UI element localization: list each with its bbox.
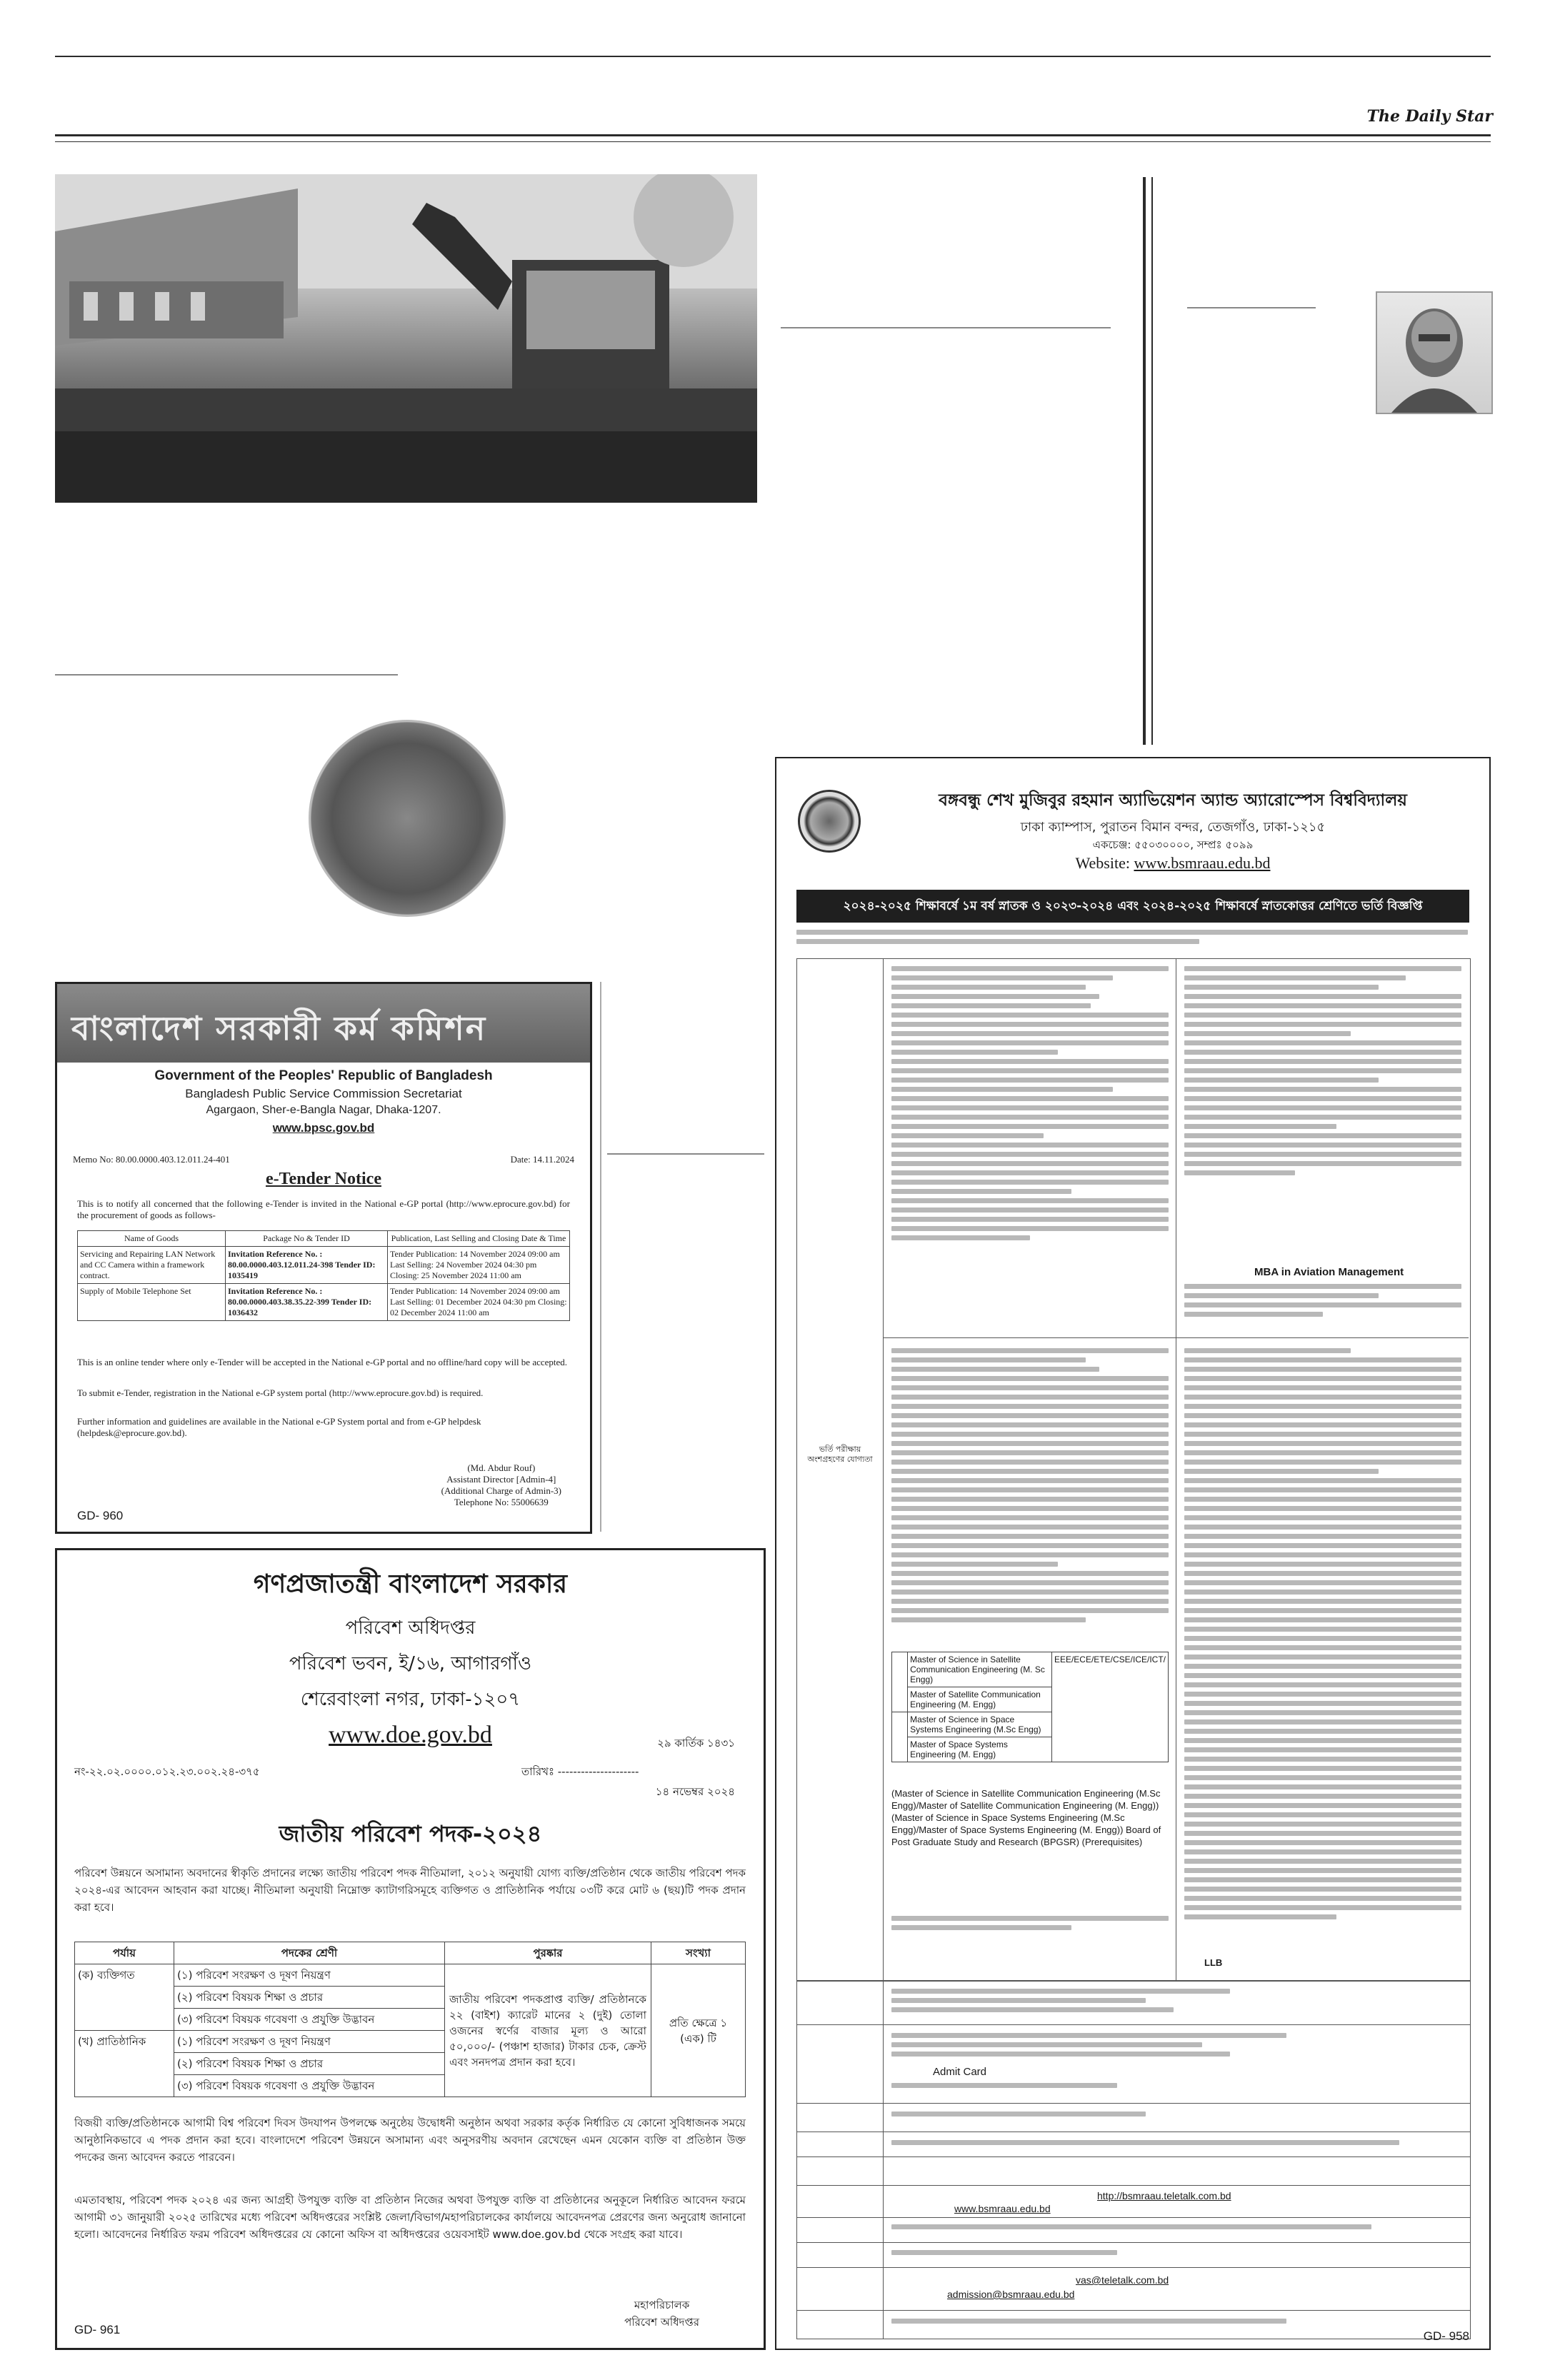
bpsc-row2-dates: Tender Publication: 14 November 2024 09:00 am Last Selling: 01 December 2024 04:30 pm Closing: 02 December 2024 11:00 am [388, 1284, 570, 1321]
doe-addr1: পরিবেশ ভবন, ই/১৬, আগারগাঁও [289, 1653, 532, 1674]
doe-col-category: পদকের শ্রেণী [174, 1942, 445, 1964]
doe-intro: পরিবেশ উন্নয়নে অসামান্য অবদানের স্বীকৃতি প্রদানের লক্ষ্যে জাতীয় পরিবেশ পদক নীতিমালা, ২০১২ অনুযায়ী যোগ্য ব্যক্তি/প্রতিষ্ঠান থেকে জাতীয় পরিবেশ পদক ২০২৪-এর আবেদন আহবান করা যাচ্ছে। নীতিমালা অনুযায়ী নিম্নোক্ত ক্যাটাগরিসমূহে ব্যক্তিগত ও প্রাতিষ্ঠানিক পর্যায়ে ০৩টি করে মোট ৬ (ছয়)টি পদক প্রদান করা হবে। [74, 1867, 746, 1914]
bpsc-row1-package: Invitation Reference No. : 80.00.0000.403.12.011.24-398 Tender ID: 1035419 [226, 1247, 388, 1284]
doe-col-count: সংখ্যা [651, 1942, 746, 1964]
top-rule [55, 56, 1491, 57]
mba-text: MBA in Aviation Management [1254, 1266, 1404, 1278]
apply-link[interactable]: http://bsmraau.teletalk.com.bd [1097, 2190, 1231, 2201]
table-row [75, 1964, 746, 1987]
admission-banner-text: ২০২৪-২০২৫ শিক্ষাবর্ষে ১ম বর্ষ স্নাতক ও ২০২৩-২০২৪ এবং ২০২৪-২০২৫ শিক্ষাবর্ষে স্নাতকোত্তর শ্রেণিতে ভর্তি বিজ্ঞপ্তি [843, 899, 1423, 913]
bpsc-banner-text: বাংলাদেশ সরকারী কর্ম কমিশন [71, 1009, 487, 1048]
masthead-rule-2 [55, 141, 1491, 142]
doe-cat-1c: (৩) পরিবেশ বিষয়ক গবেষণা ও প্রযুক্তি উদ্ভাবন [174, 2009, 445, 2031]
column-separator-1 [1143, 177, 1146, 745]
doe-heading: জাতীয় পরিবেশ পদক-২০২৪ [279, 1820, 542, 1847]
doe-sign2: পরিবেশ অধিদপ্তর [624, 2316, 699, 2329]
bpsc-note1: This is an online tender where only e-Tender will be accepted in the National e-GP portal and no offline/hard copy will be accepted. [77, 1357, 568, 1367]
info-row-lines-5 [891, 2140, 1456, 2149]
doe-addr2: শেরেবাংলা নগর, ঢাকা-১২০৭ [300, 1689, 521, 1710]
bsmraau-admission-ad [775, 757, 1491, 2350]
table-row [892, 1652, 1169, 1687]
university-website-label: Website: [1075, 854, 1134, 872]
portrait-illustration [1377, 293, 1491, 413]
university-name: বঙ্গবন্ধু শেখ মুজিবুর রহমান অ্যাভিয়েশন অ্যান্ড অ্যারোস্পেস বিশ্ববিদ্যালয় [939, 791, 1407, 810]
pg-left-lines [891, 1348, 1169, 1627]
bpsc-address: Agargaon, Sher-e-Bangla Nagar, Dhaka-1207. [206, 1104, 441, 1116]
doe-award-table [74, 1942, 746, 2097]
apply-link-2[interactable]: www.bsmraau.edu.bd [954, 2203, 1051, 2214]
info-row-lines-3 [891, 2083, 1456, 2092]
eligibility-grid [796, 958, 1471, 1981]
intro-lines [796, 930, 1468, 948]
doe-award-ad [55, 1548, 766, 2350]
doe-cat-1b: (২) পরিবেশ বিষয়ক শিক্ষা ও প্রচার [174, 1987, 445, 2009]
admission-email[interactable]: admission@bsmraau.edu.bd [947, 2289, 1075, 2300]
bpsc-tender-ad [55, 982, 592, 1534]
bpsc-intro: This is to notify all concerned that the following e-Tender is invited in the National e-GP portal (http://www.eprocure.gov.bd) for the procurement of goods as follows- [77, 1198, 570, 1220]
info-table [796, 1981, 1471, 2339]
program-msc-space: Master of Science in Space Systems Engineering (M.Sc Engg) [908, 1712, 1052, 1737]
bpsc-tender-table [77, 1230, 570, 1321]
bsmraau-gd: GD- 958 [1423, 2329, 1469, 2343]
university-campus: ঢাকা ক্যাম্পাস, পুরাতন বিমান বন্দর, তেজগাঁও, ঢাকা-১২১৫ [1020, 820, 1326, 835]
info-row-lines-6 [891, 2224, 1456, 2234]
bpsc-sign-title: Assistant Director [Admin-4] [446, 1474, 556, 1485]
info-row-lines-8 [891, 2319, 1456, 2328]
column-separator-2 [1151, 177, 1153, 745]
doe-website[interactable]: www.doe.gov.bd [329, 1722, 492, 1748]
doe-sign1: মহাপরিচালক [634, 2299, 690, 2311]
doe-cat-2b: (২) পরিবেশ বিষয়ক শিক্ষা ও প্রচার [174, 2053, 445, 2075]
story-rule-left [55, 674, 398, 676]
bpsc-secretariat: Bangladesh Public Service Commission Secretariat [185, 1087, 462, 1100]
info-row-lines-7 [891, 2250, 1456, 2259]
table-row [78, 1247, 570, 1284]
ug-right-lines-2 [1184, 1284, 1461, 1321]
excavator-photo [55, 174, 757, 503]
doe-memo: নং-২২.০২.০০০০.০১২.২৩.০০২.২৪-৩৭৫ [74, 1765, 260, 1778]
doe-para2: বিজয়ী ব্যক্তি/প্রতিষ্ঠানকে আগামী বিশ্ব পরিবেশ দিবস উদযাপন উপলক্ষে অনুষ্ঠেয় উদ্বোধনী অনুষ্ঠান অথবা সরকার কর্তৃক নির্ধারিত যে কোনো সুবিধাজনক সময়ে আনুষ্ঠানিকভাবে এ পদক প্রদান করা হবে। বাংলাদেশে পরিবেশ উন্নয়নে অসামান্য এবং অনুসরণীয় অবদান রেখেছেন এমন যেকোন ব্যক্তি বা প্রতিষ্ঠান উক্ত পদকের জন্য আবেদন করতে পারবেন। [74, 2117, 746, 2164]
program-eligible-subjects: EEE/ECE/ETE/CSE/ICE/ICT/ [1051, 1652, 1168, 1762]
doe-prize: জাতীয় পরিবেশ পদকপ্রাপ্ত ব্যক্তি/ প্রতিষ্ঠানকে ২২ (বাইশ) ক্যারেট মানের ২ (দুই) তোলা ওজনের স্বর্ণের বাজার মূল্য ও আরো ৫০,০০০/- (পঞ্চাশ হাজার) টাকার চেক, ক্রেস্ট এবং সনদপত্র প্রদান করা হবে। [445, 1964, 651, 2097]
bpsc-row1-dates: Tender Publication: 14 November 2024 09:00 am Last Selling: 24 November 2024 04:30 pm Closing: 25 November 2024 11:00 am [388, 1247, 570, 1284]
university-logo [798, 790, 861, 853]
story-rule-right [1187, 307, 1316, 308]
bpsc-date: Date: 14.11.2024 [510, 1154, 574, 1165]
bpsc-sign-charge: (Additional Charge of Admin-3) [441, 1485, 561, 1496]
bpsc-row2-package: Invitation Reference No. : 80.00.0000.403.38.35.22-399 Tender ID: 1036432 [226, 1284, 388, 1321]
masthead-rule-1 [55, 134, 1491, 136]
story-rule-bpsc-right [607, 1153, 764, 1155]
program-m-space: Master of Space Systems Engineering (M. Engg) [908, 1737, 1052, 1762]
bpsc-memo: Memo No: 80.00.0000.403.12.011.24-401 [73, 1154, 230, 1165]
bpsc-col-goods: Name of Goods [78, 1231, 226, 1247]
info-row-lines-1 [891, 1989, 1456, 2017]
doe-gd: GD- 961 [74, 2323, 121, 2336]
university-website[interactable]: www.bsmraau.edu.bd [1134, 854, 1271, 872]
doe-level-individual: (ক) ব্যক্তিগত [75, 1964, 174, 2031]
doe-col-prize: পুরষ্কার [445, 1942, 651, 1964]
bpsc-sign-phone: Telephone No: 55006639 [454, 1497, 549, 1507]
admission-banner [796, 890, 1469, 923]
bpsc-note2: To submit e-Tender, registration in the National e-GP system portal (http://www.eprocure.gov.bd) is required. [77, 1387, 484, 1398]
columnist-portrait [1376, 291, 1493, 414]
doe-date-en: ১৪ নভেম্বর ২০২৪ [655, 1785, 735, 1798]
bpsc-banner [57, 984, 590, 1063]
doe-count: প্রতি ক্ষেত্রে ১ (এক) টি [651, 1964, 746, 2097]
admit-card-text: Admit Card [933, 2066, 987, 2078]
program-table [891, 1652, 1169, 1762]
pg-left-lines-2 [891, 1916, 1169, 1934]
info-row-lines-2 [891, 2033, 1456, 2061]
doe-col-level: পর্যায় [75, 1942, 174, 1964]
support-email[interactable]: vas@teletalk.com.bd [1076, 2274, 1169, 2286]
bpsc-col-dates: Publication, Last Selling and Closing Date & Time [388, 1231, 570, 1247]
bpsc-title: e-Tender Notice [266, 1170, 381, 1188]
doe-date-label: তারিখঃ --------------------- [521, 1765, 639, 1778]
doe-dept: পরিবেশ অধিদপ্তর [345, 1617, 476, 1639]
doe-cat-2a: (১) পরিবেশ সংরক্ষণ ও দূষণ নিয়ন্ত্রণ [174, 2031, 445, 2053]
info-row-lines-4 [891, 2112, 1456, 2121]
doe-level-institution: (খ) প্রাতিষ্ঠানিক [75, 2031, 174, 2097]
bpsc-note3: Further information and guidelines are available in the National e-GP System portal and from e-GP helpdesk (helpdesk@eprocure.gov.bd). [77, 1416, 481, 1438]
ug-right-lines [1184, 966, 1461, 1180]
bpsc-row2-goods: Supply of Mobile Telephone Set [78, 1284, 226, 1321]
ug-left-lines [891, 966, 1169, 1245]
eligibility-label: ভর্তি পরীক্ষায় অংশগ্রহণের যোগ্যতা [807, 1445, 873, 1464]
university-phone: একচেঞ্জ: ৫৫০৩০০০০, সম্প্রঃ ৫০৯৯ [1092, 838, 1254, 851]
doe-cat-2c: (৩) পরিবেশ বিষয়ক গবেষণা ও প্রযুক্তি উদ্ভাবন [174, 2075, 445, 2097]
program-msc-satcom: Master of Science in Satellite Communication Engineering (M. Sc Engg) [908, 1652, 1052, 1687]
bpsc-website[interactable]: www.bpsc.gov.bd [272, 1121, 375, 1135]
bpsc-gd: GD- 960 [77, 1509, 124, 1522]
doe-cat-1a: (১) পরিবেশ সংরক্ষণ ও দূষণ নিয়ন্ত্রণ [174, 1964, 445, 1987]
eng-paragraph: (Master of Science in Satellite Communication Engineering (M.Sc Engg)/Master of Satellite Communication Engineering (M. Engg)) (Master of Science in Space Systems Engineering (M.Sc Engg)/Master of Space Systems Engineering (M. Engg)) Board of Post Graduate Study and Research (BPGSR) (Prerequisites) [891, 1788, 1161, 1847]
masthead-logo: The Daily Star [1366, 107, 1493, 126]
llb-text: LLB [1204, 1957, 1223, 1968]
bpsc-col-package: Package No & Tender ID [226, 1231, 388, 1247]
bpsc-row1-goods: Servicing and Repairing LAN Network and CC Camera within a framework contract. [78, 1247, 226, 1284]
bpsc-sign-name: (Md. Abdur Rouf) [467, 1462, 536, 1473]
story-rule-middle [781, 327, 1111, 328]
excavator-photo-illustration [55, 174, 757, 503]
doe-para3: এমতাবস্থায়, পরিবেশ পদক ২০২৪ এর জন্য আগ্রহী উপযুক্ত ব্যক্তি বা প্রতিষ্ঠান নিজের অথবা উপযুক্ত ব্যক্তি বা প্রতিষ্ঠানের অনুকূলে নির্ধারিত আবেদন ফরমে আগামী ৩১ জানুয়ারী ২০২৫ তারিখের মধ্যে পরিবেশ অধিদপ্তরের সংশ্লিষ্ট জেলা/বিভাগ/মহাপরিচালকের কার্যালয়ে আবেদনপত্র প্রেরণের জন্য অনুরোধ জানানো হলো। আবেদনের নির্ধারিত ফরম পরিবেশ অধিদপ্তরের যে কোনো অফিস বা অধিদপ্তরের ওয়েবসাইট www.doe.gov.bd থেকে সংগ্রহ করা যাবে। [74, 2194, 746, 2241]
round-seal-photo [309, 720, 506, 917]
table-row [78, 1284, 570, 1321]
doe-title: গণপ্রজাতন্ত্রী বাংলাদেশ সরকার [253, 1570, 568, 1599]
bpsc-gov: Government of the Peoples' Republic of Bangladesh [154, 1068, 493, 1083]
small-divider-box [600, 982, 601, 1532]
doe-date-bn: ২৯ কার্তিক ১৪৩১ [657, 1737, 735, 1749]
pg-right-lines [1184, 1348, 1461, 1924]
program-m-satcom: Master of Satellite Communication Engineering (M. Engg) [908, 1687, 1052, 1712]
